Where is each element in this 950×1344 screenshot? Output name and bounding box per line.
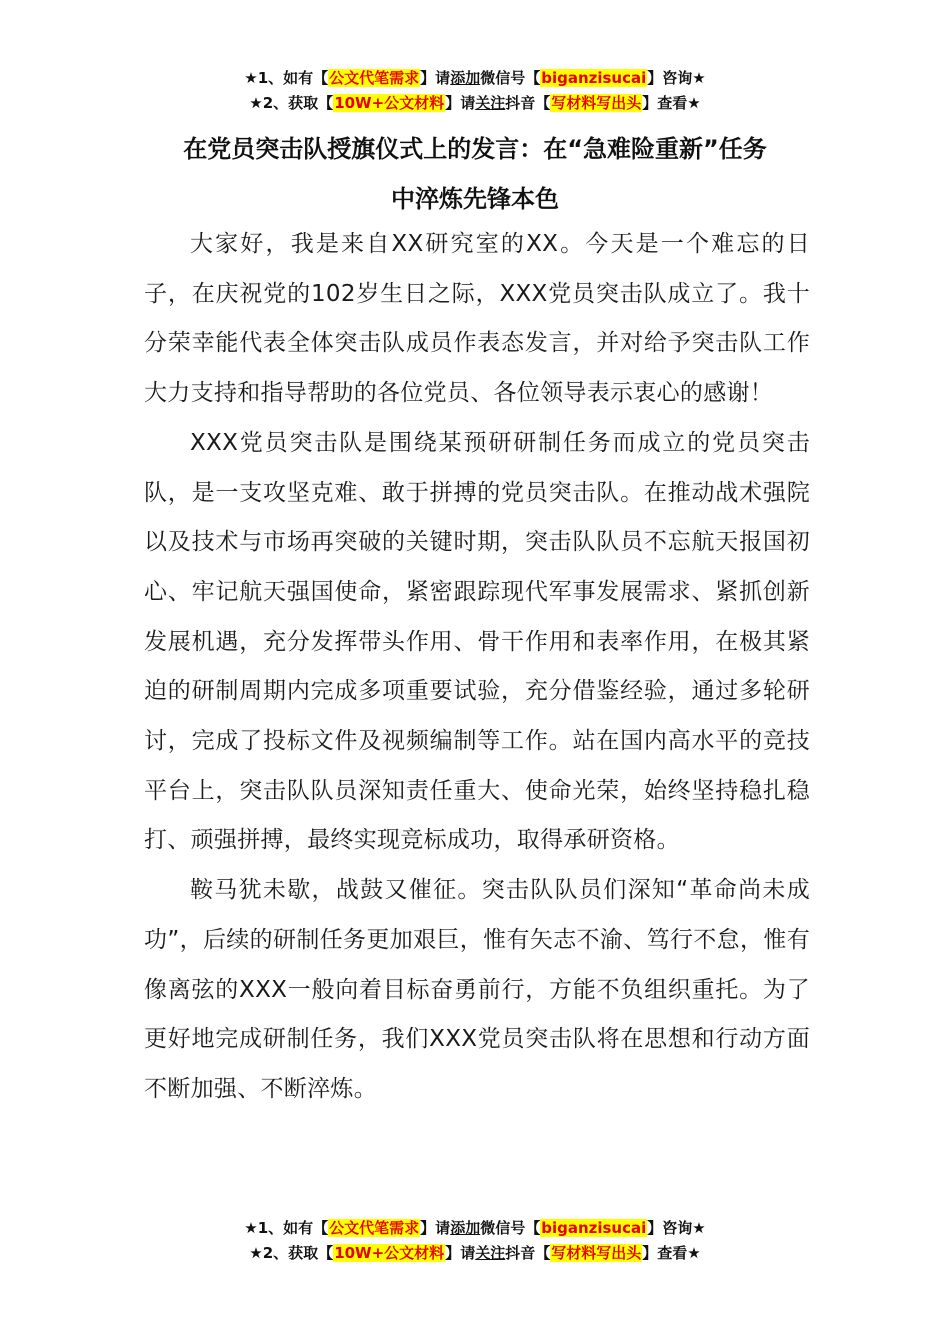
promo-line-1: ★1、如有【公文代笔需求】请添加微信号【biganzisucai】咨询★	[244, 1219, 706, 1237]
title-line-1: 在党员突击队授旗仪式上的发言：在“急难险重新”任务	[183, 135, 767, 163]
paragraph-2: XXX党员突击队是围绕某预研研制任务而成立的党员突击队，是一支攻坚克难、敢于拼搏的党员突击队。在推动战术强院以及技术与市场再突破的关键时期，突击队队员不忘航天报国初心、牢记航天强国使命，紧密跟踪现代军事发展需求、紧抓创新发展机遇，充分发挥带头作用、骨干作用和表率作用，在极其紧迫的研制周期内完成多项重要试验，充分借鉴经验，通过多轮研讨，完成了投标文件及视频编制等工作。站在国内高水平的竞技平台上，突击队队员深知责任重大、使命光荣，始终坚持稳扎稳打、顽强拼搏，最终实现竞标成功，取得承研资格。	[144, 429, 810, 854]
promo-highlight-service: 公文代笔需求	[329, 69, 420, 87]
promo-line-2: ★2、获取【10W+公文材料】请关注抖音【写材料写出头】查看★	[249, 1244, 701, 1262]
promo-highlight-service: 公文代笔需求	[329, 1219, 420, 1237]
document-title	[120, 124, 830, 224]
promo-highlight-douyin-account: 写材料写出头	[551, 94, 642, 112]
promo-highlight-wechat-id: biganzisucai	[541, 1219, 647, 1237]
top-promo-banner	[0, 66, 950, 116]
paragraph-1: 大家好，我是来自XX研究室的XX。今天是一个难忘的日子，在庆祝党的102岁生日之际，XXX党员突击队成立了。我十分荣幸能代表全体突击队成员作表态发言，并对给予突击队工作大力支持和指导帮助的各位党员、各位领导表示衷心的感谢！	[144, 231, 810, 407]
promo-highlight-materials: 10W+公文材料	[334, 1244, 445, 1262]
promo-highlight-douyin-account: 写材料写出头	[551, 1244, 642, 1262]
promo-line-2: ★2、获取【10W+公文材料】请关注抖音【写材料写出头】查看★	[249, 94, 701, 112]
paragraph-3: 鞍马犹未歇，战鼓又催征。突击队队员们深知“革命尚未成功”，后续的研制任务更加艰巨，惟有矢志不渝、笃行不怠，惟有像离弦的XXX一般向着目标奋勇前行，方能不负组织重托。为了更好地完成研制任务，我们XXX党员突击队将在思想和行动方面不断加强、不断淬炼。	[144, 877, 810, 1102]
promo-highlight-wechat-id: biganzisucai	[541, 69, 647, 87]
document-body	[144, 220, 810, 1115]
bottom-promo-banner	[0, 1216, 950, 1266]
promo-highlight-materials: 10W+公文材料	[334, 94, 445, 112]
title-line-2: 中淬炼先锋本色	[391, 185, 559, 213]
promo-line-1: ★1、如有【公文代笔需求】请添加微信号【biganzisucai】咨询★	[244, 69, 706, 87]
